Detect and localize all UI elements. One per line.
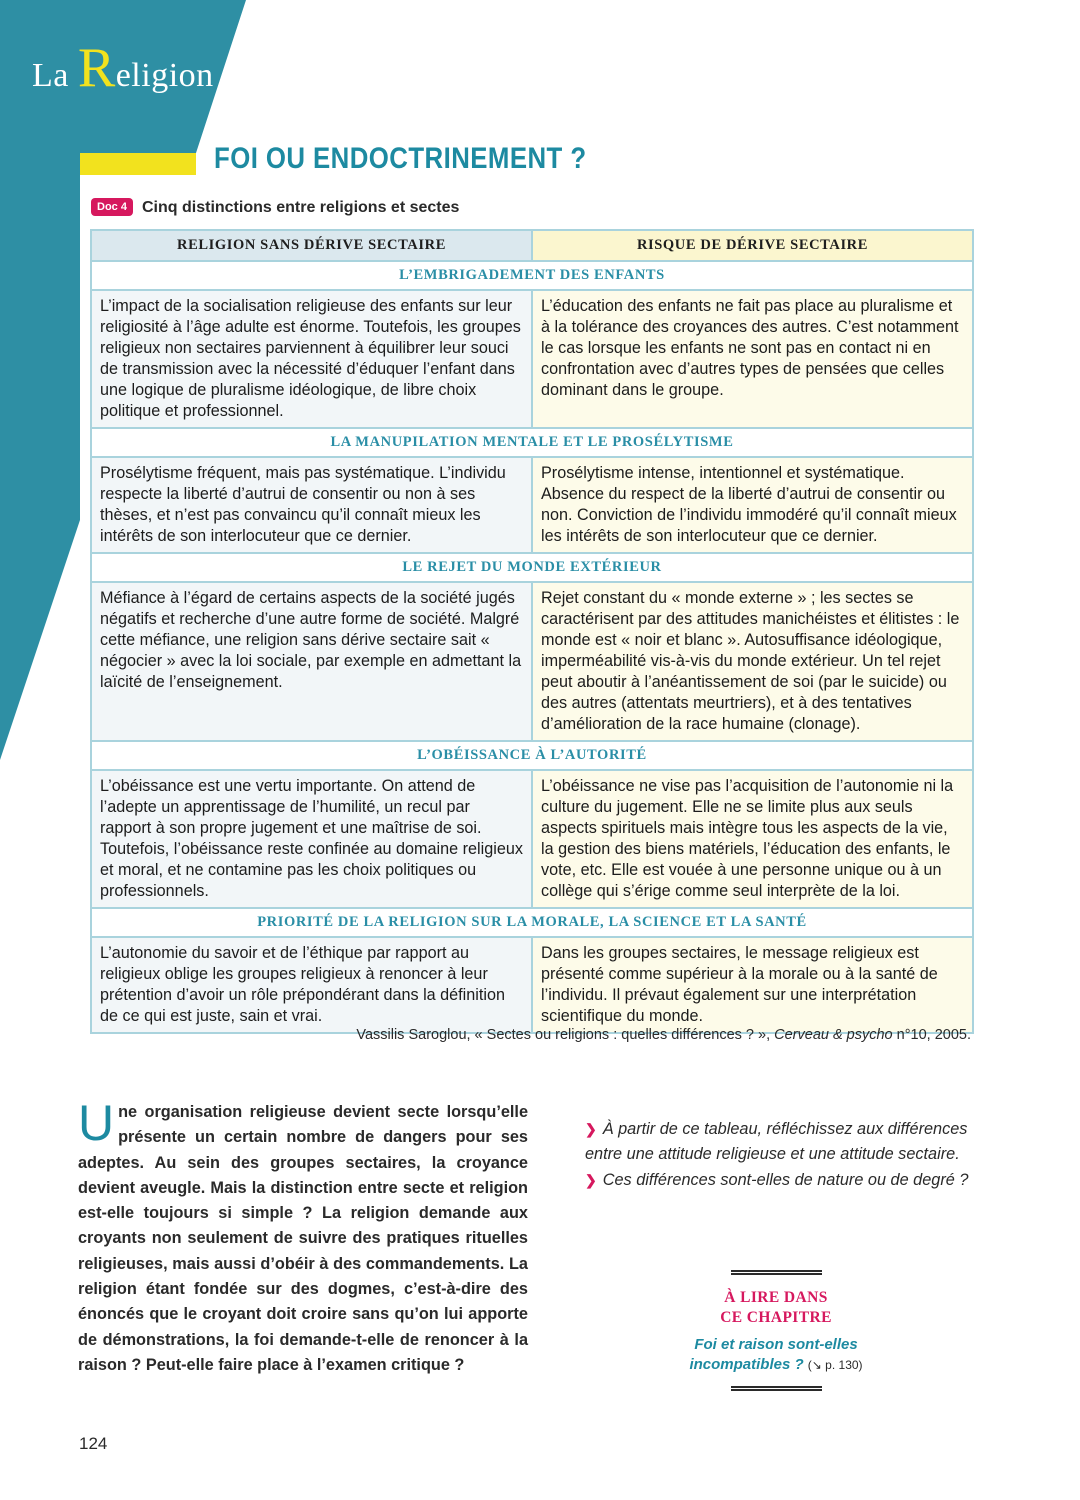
question-item	[585, 1168, 985, 1193]
section-row	[91, 261, 973, 290]
religion-cell: L’autonomie du savoir et de l’éthique par rapport au religieux oblige les groupes religieux à renoncer à leur prétention d’avoir un rôle prépondérant dans la définition de ce qui est juste, sain et vrai.	[91, 937, 532, 1033]
intro-paragraph	[78, 1095, 528, 1378]
section-title: LE REJET DU MONDE EXTÉRIEUR	[91, 553, 973, 582]
source-citation	[356, 1027, 971, 1043]
source-details: n°10, 2005.	[892, 1027, 971, 1043]
column-header-religion: RELIGION SANS DÉRIVE SECTAIRE	[91, 230, 532, 261]
religion-cell: L’obéissance est une vertu importante. On attend de l’adepte un apprentissage de l’humilité, un recul par rapport à son propre jugement et une maîtrise de soi. Toutefois, l’obéissance reste confinée au domaine religieux et moral, et ne contamine pas les choix politiques ou professionnels.	[91, 770, 532, 908]
chapter-title	[32, 36, 214, 100]
secte-cell: L’obéissance ne vise pas l’acquisition de l’autonomie ni la culture du jugement. Elle ne se limite plus aux seuls aspects spirituels mais intègre tous les aspects de la vie, la gestion des biens matériels, l’éducation des enfants, le vote, etc. Elle est vouée à une personne unique ou à un collège qui s’érige comme seul interprète de la loi.	[532, 770, 973, 908]
table-row	[91, 937, 973, 1033]
column-header-secte: RISQUE DE DÉRIVE SECTAIRE	[532, 230, 973, 261]
page-title: FOI OU ENDOCTRINEMENT ?	[214, 142, 587, 175]
section-row	[91, 428, 973, 457]
lire-reference-page: (↘ p. 130)	[807, 1358, 863, 1372]
intro-text: ne organisation religieuse devient secte lorsqu’elle présente un certain nombre de dangers pour ses adeptes. Au sein des groupes sectaires, la croyance devient aveugle. Mais la distinction entre secte et religion est-elle toujours si simple ? La religion demande aux croyants non seulement de suivre des pratiques rituelles religieuses, mais aussi d’obéir à des commandements. La religion étant fondée sur des dogmes, c’est-à-dire des énoncés que le croyant doit croire sans qu’on lui apporte de démonstrations, la foi demande-t-elle de renoncer à la raison ? Peut-elle faire place à l’examen critique ?	[78, 1103, 528, 1374]
questions-block	[585, 1117, 985, 1193]
section-title: PRIORITÉ DE LA RELIGION SUR LA MORALE, LA SCIENCE ET LA SANTÉ	[91, 908, 973, 937]
chapter-rest: eligion	[115, 57, 214, 94]
religion-cell: L’impact de la socialisation religieuse des enfants sur leur religiosité à l’âge adulte est énorme. Toutefois, les groupes religieux non sectaires parviennent à équilibrer leur souci de transmission avec la nécessité d’éduquer l’enfant dans une logique de pluralisme idéologique, de libre choix politique et professionnel.	[91, 290, 532, 428]
page-number: 124	[79, 1434, 108, 1453]
doc-caption: Cinq distinctions entre religions et sectes	[142, 199, 460, 216]
table-row	[91, 457, 973, 553]
secte-cell: L’éducation des enfants ne fait pas place au pluralisme et à la tolérance des croyances des autres. C’est notamment le cas lorsque les enfants ne sont pas en contact ni en confrontation avec d’autres types de pensées que celles dominant dans le groupe.	[532, 290, 973, 428]
chevron-right-icon: ❯	[585, 1171, 597, 1188]
source-journal: Cerveau & psycho	[774, 1027, 893, 1043]
bottom-divider	[731, 1386, 822, 1391]
religion-cell: Prosélytisme fréquent, mais pas systématique. L’individu respecte la liberté d’autrui de consentir ou non à ses thèses, et n’est pas convaincu qu’il connaît mieux les intérêts de son interlocuteur que ce dernier.	[91, 457, 532, 553]
drop-cap: U	[78, 1095, 115, 1151]
source-author: Vassilis Saroglou, « Sectes ou religions : quelles différences ? »,	[356, 1027, 775, 1043]
religion-cell: Méfiance à l’égard de certains aspects de la société jugés négatifs et recherche d’une autre forme de société. Malgré cette méfiance, une religion sans dérive sectaire sait « négocier » avec la loi sociale, par exemple en admettant la laïcité de l’enseignement.	[91, 582, 532, 741]
lire-reference-title[interactable]: Foi et raison sont-elles incompatibles ?	[689, 1336, 858, 1373]
chapter-initial: R	[77, 37, 116, 99]
doc-tag: Doc 4	[91, 198, 133, 216]
secte-cell: Dans les groupes sectaires, le message religieux est présenté comme supérieur à la morale ou à la santé de l’individu. Il prévaut également sur une interprétation scientifique du monde.	[532, 937, 973, 1033]
section-row	[91, 741, 973, 770]
secte-cell: Prosélytisme intense, intentionnel et systématique. Absence du respect de la liberté d’autrui de consentir ou non. Conviction de l’individu immodéré qu’il connaît mieux les intérêts de son interlocuteur que ce dernier.	[532, 457, 973, 553]
table-header-row	[91, 230, 973, 261]
table-row	[91, 582, 973, 741]
lire-title-line1: À LIRE DANS	[724, 1289, 828, 1306]
chevron-right-icon: ❯	[585, 1121, 597, 1137]
chapter-prefix: La	[32, 57, 69, 94]
section-title: LA MANUPILATION MENTALE ET LE PROSÉLYTISME	[91, 428, 973, 457]
section-title: L’EMBRIGADEMENT DES ENFANTS	[91, 261, 973, 290]
title-accent-bar	[80, 153, 196, 175]
question-item	[585, 1117, 985, 1168]
question-text: À partir de ce tableau, réfléchissez aux différences entre une attitude religieuse et une attitude sectaire.	[585, 1120, 968, 1164]
lire-reference[interactable]	[660, 1335, 892, 1375]
table-row	[91, 770, 973, 908]
distinctions-table	[90, 229, 974, 1034]
section-title: L’OBÉISSANCE À L’AUTORITÉ	[91, 741, 973, 770]
section-row	[91, 553, 973, 582]
section-row	[91, 908, 973, 937]
table-row	[91, 290, 973, 428]
top-divider	[731, 1270, 822, 1275]
secte-cell: Rejet constant du « monde externe » ; les sectes se caractérisent par des attitudes manichéistes et élitistes : le monde est « noir et blanc ». Autosuffisance idéologique, imperméabilité vis-à-vis du monde extérieur. Un tel rejet peut aboutir à l’anéantissement de soi (par le suicide) ou des autres (attentats meurtriers), et à des tentatives d’amélioration de la race humaine (clonage).	[532, 582, 973, 741]
question-text: Ces différences sont-elles de nature ou de degré ?	[602, 1170, 969, 1189]
lire-title-line2: CE CHAPITRE	[720, 1309, 832, 1326]
lire-title	[676, 1288, 876, 1328]
